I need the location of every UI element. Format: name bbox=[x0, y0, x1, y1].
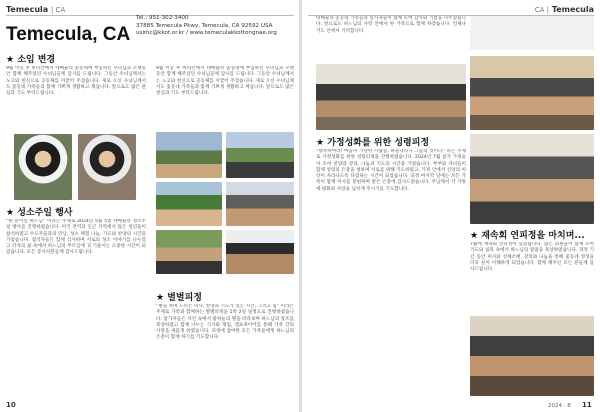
section-body-2: “한 분이신 하느님” 이라는 주제로 2024년 5월 5일 테메큘라 성소주일 행사를 진행하였습니다. 미국 전역과 인근 지역에서 많은 청년들이 참석하였고 수도자들과의 만남, 성소 체험 나눔, 기도와 찬양의 시간을 가졌습니다. 참석자들은 함께 식사하며 서로의 성소 이야기를 나누었고 각자의 삶 속에서 하느님의 부르심에 귀 기울이는 소중한 시간이 되었습니다. 모든 봉사자분들께 감사드립니다. bbox=[6, 219, 146, 256]
event-photo bbox=[226, 230, 294, 274]
group-photo bbox=[316, 64, 466, 130]
section-heading-3: ★ 별별피정 bbox=[156, 293, 202, 303]
group-photo bbox=[470, 316, 594, 396]
nun-portrait-photo bbox=[78, 134, 136, 200]
section-heading-2: ★ 성소주일 행사 bbox=[6, 208, 73, 218]
contact-block bbox=[136, 15, 277, 38]
section-heading-1: ★ 소임 변경 bbox=[6, 55, 56, 65]
right-running-head bbox=[308, 4, 594, 16]
running-head-title: Temecula bbox=[6, 5, 49, 14]
running-head-title: Temecula bbox=[551, 5, 594, 14]
running-head-sub: | CA bbox=[50, 6, 66, 14]
contact-tel: Tel.: 951-302-3400 bbox=[136, 15, 189, 21]
section-heading-5: ★ 재속회 연피정을 마치며... bbox=[470, 231, 585, 241]
text-block-bg bbox=[470, 16, 594, 50]
section-body-3: “별들 보며 드리는 미사, 찬양과 기도가 있는 시간, 그리고 쉼” 이라는 주제로 가족과 함께하는 별별피정을 1박 2일 일정으로 진행하였습니다. 참가자들은 자연 속에서 밤하늘의 별을 바라보며 하느님의 창조를 묵상하였고 함께 나누는 식사와 게임, 캠프파이어를 통해 가족 간의 사랑을 새롭게 하였습니다. 피정에 참여한 모든 가족들에게 하느님의 은총이 함께 하기를 기도합니다. bbox=[156, 304, 294, 341]
event-photo bbox=[226, 182, 294, 226]
group-photo bbox=[470, 134, 594, 224]
issue-date: 2024 · 8 bbox=[548, 403, 571, 409]
event-photo bbox=[226, 132, 294, 178]
section-body-1: 9월 이동 후 바티칸에서 테메큘라 꽃동네에 부임하신 수녀님과 오랫동안 함께 해주셨던 수녀님들께 감사를 드립니다. 그동안 수녀님께서는 노고와 헌신으로 공동체를 이끌어 주셨습니다. 새로 오신 수녀님께서도 꽃동네 가족들과 함께 기쁘게 생활하고 계십니다. 앞으로도 많은 관심과 기도 부탁드립니다. bbox=[6, 66, 146, 97]
page-title: Temecula, CA bbox=[6, 24, 131, 45]
group-photo bbox=[470, 56, 594, 130]
continuation-text: 9월 이동 후 바티칸에서 테메큘라 꽃동네에 부임하신 수녀님과 오랫동안 함께 해주셨던 수녀님들께 감사를 드립니다. 그동안 수녀님께서는 노고와 헌신으로 공동체를 이끌어 주셨습니다. 새로 오신 수녀님께서도 꽃동네 가족들과 함께 기쁘게 생활하고 계십니다. 앞으로도 많은 관심과 기도 부탁드립니다. bbox=[156, 66, 294, 97]
contact-web: usimc@kkot.or.kr / www.temeculakkottongnae.org bbox=[136, 30, 277, 36]
contact-address: 37885 Temecula Pkwy, Temecula, CA 92592 USA bbox=[136, 22, 273, 29]
event-photo bbox=[156, 182, 222, 226]
event-photo bbox=[156, 132, 222, 178]
page-number-right: 11 bbox=[582, 401, 592, 409]
intro-text: 테메큘라 꽃동네 가족들과 봉사자들이 함께 모여 감사와 기쁨을 나누었습니다. 앞으로도 하느님의 사랑 안에서 한 가족으로 함께 하겠습니다. 언제나 기도 안에서 기억합니다. bbox=[316, 16, 466, 34]
page-number-left: 10 bbox=[6, 401, 16, 409]
nun-portrait-photo bbox=[14, 134, 72, 200]
section-body-4: “행복하여라! 마음이 가난한 사람들, 하늘나라가 그들의 것이다” 라는 주제로 가정성화를 위한 성령피정을 진행하였습니다. 2024년 7월 참가 가정들이 모여 찬양과 강의, 나눔과 기도의 시간을 가졌습니다. 부부와 자녀들이 함께 성령의 은총을 청하며 서로를 위해 기도하였고, 가정 안에서 신앙의 씨앗이 자라나도록 다짐하는 시간이 되었습니다. 피정 마지막 날에는 모든 가족이 함께 미사를 봉헌하며 받은 은총에 감사드렸습니다. 주님께서 각 가정에 평화와 사랑을 넘치게 주시기를 기도합니다. bbox=[316, 149, 466, 192]
running-head-sub: CA | bbox=[534, 6, 550, 14]
section-heading-4: ★ 가정성화를 위한 성령피정 bbox=[316, 138, 430, 148]
section-body-5: 7월에 재속회 연피정이 있었습니다. 많은 회원들이 함께 모여 기도와 침묵 속에서 하느님의 말씀을 묵상하였습니다. 피정 기간 동안 미사와 성체조배, 강의와 나눔을 통해 꽃동네 영성을 더욱 깊이 이해하게 되었습니다. 함께 해주신 모든 분들께 감사드립니다. bbox=[470, 242, 594, 273]
event-photo bbox=[156, 230, 222, 274]
